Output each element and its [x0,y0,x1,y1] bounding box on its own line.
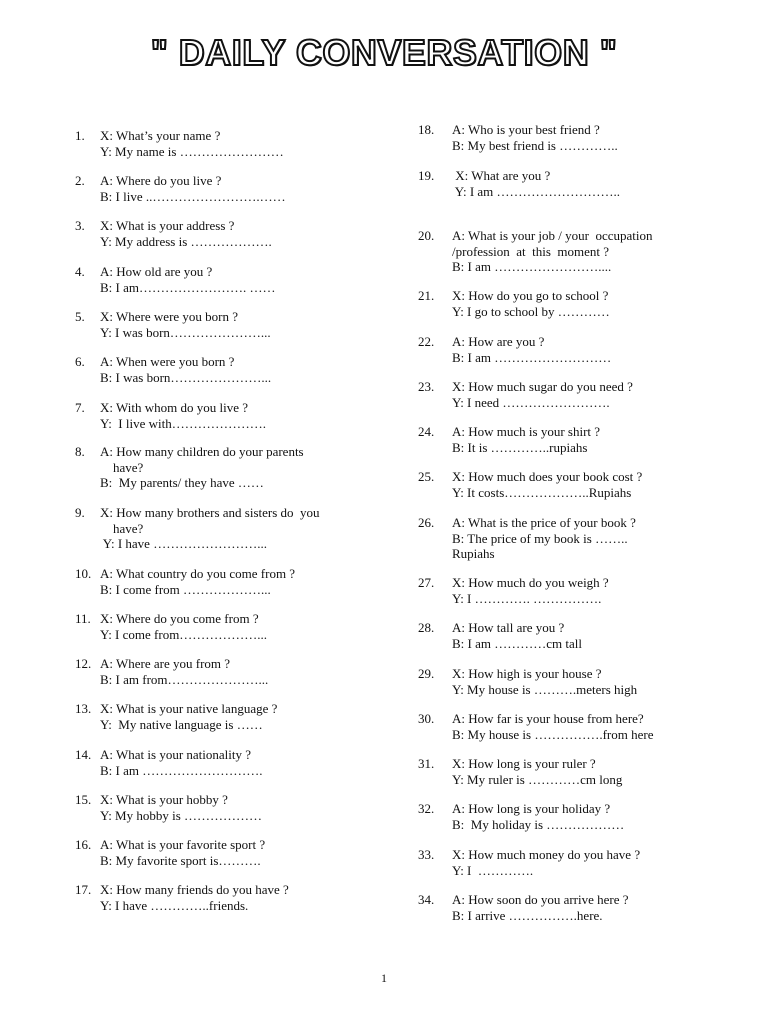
dialogue-lines [452,168,620,199]
dialogue-lines [452,424,600,455]
answer-line: Y: I was born…………………... [100,324,271,340]
item-number: 2. [75,173,85,188]
dialogue-lines [452,847,640,878]
answer-line: Y: My hobby is ……………… [100,807,263,823]
dialogue-lines [100,837,265,868]
question-line: A: Where do you live ? [100,173,222,188]
question-line: X: How much sugar do you need ? [452,379,633,394]
answer-line: B: My parents/ they have …… [100,475,264,490]
item-number: 9. [75,505,85,520]
question-line: X: How many brothers and sisters do you [100,505,320,520]
answer-line: B: It is …………..rupiahs [452,439,588,455]
item-number: 30. [418,711,435,726]
answer-line: Y: I go to school by ………… [452,303,610,319]
question-line: X: With whom do you live ? [100,400,249,415]
dialogue-lines [452,288,610,319]
item-number: 5. [75,309,85,324]
dialogue-lines [452,620,582,651]
dialogue-lines [452,711,653,742]
dialogue-lines [100,264,276,295]
question-line: A: What is your job / your occupation [452,228,653,243]
answer-line: Y: I …………. ……………. [452,590,602,606]
dialogue-lines [100,218,272,249]
answer-line: B: I am ……………………… [452,349,612,365]
item-number: 34. [418,892,435,907]
item-number: 22. [418,334,435,349]
dialogue-lines [100,400,266,431]
item-number: 31. [418,756,435,771]
item-number: 19. [418,168,435,183]
question-line: A: What is your nationality ? [100,747,252,762]
answer-line: B: My holiday is ……………… [452,816,625,832]
question-line: A: How many children do your parents [100,444,304,459]
answer-line: Y: It costs………………..Rupiahs [452,484,632,500]
item-number: 3. [75,218,85,233]
dialogue-lines [452,122,618,153]
question-line: X: What is your hobby ? [100,792,228,807]
question-line: X: Where were you born ? [100,309,239,324]
answer-line: Y: I need ……………………. [452,394,610,410]
dialogue-lines [452,575,609,606]
item-number: 25. [418,469,435,484]
item-number: 21. [418,288,435,303]
question-line: X: How many friends do you have ? [100,882,289,897]
dialogue-lines [452,515,636,562]
question-line: X: How high is your house ? [452,666,602,681]
item-number: 18. [418,122,435,137]
answer-line: B: I was born…………………... [100,369,272,385]
answer-line: Y: My address is ………………. [100,233,272,249]
answer-line: B: I live ..…………………….…… [100,188,286,204]
dialogue-lines [100,354,271,385]
answer-line: Y: My name is …………………… [100,143,284,159]
dialogue-lines [100,792,262,823]
dialogue-lines [452,756,622,787]
question-line: A: How tall are you ? [452,620,565,635]
answer-line: B: I am …………cm tall [452,635,582,651]
dialogue-lines [100,747,263,778]
item-number: 10. [75,566,92,581]
dialogue-lines [100,611,267,642]
question-line: A: How are you ? [452,334,545,349]
question-line: A: What is the price of your book ? [452,515,636,530]
item-number: 11. [75,611,91,626]
answer-line: B: I am ………………………. [100,762,263,778]
item-number: 14. [75,747,92,762]
dialogue-lines [100,656,268,687]
item-number: 13. [75,701,92,716]
question-line: X: How much money do you have ? [452,847,641,862]
item-number: 20. [418,228,435,243]
dialogue-lines [100,882,289,913]
item-number: 8. [75,444,85,459]
answer-line: /profession at this moment ? [452,243,610,259]
answer-line: Y: My ruler is …………cm long [452,771,623,787]
answer-line: B: I am …………………….... [452,259,612,274]
answer-line: B: My favorite sport is………. [100,852,261,868]
answer-line: Y: I have …………..friends. [100,897,249,913]
answer-line: have? [100,459,144,475]
question-line: X: How do you go to school ? [452,288,609,303]
item-number: 15. [75,792,92,807]
dialogue-lines [100,505,320,552]
item-number: 1. [75,128,85,143]
dialogue-lines [100,566,295,597]
item-number: 12. [75,656,92,671]
item-number: 4. [75,264,85,279]
item-number: 32. [418,801,435,816]
dialogue-lines [452,469,642,500]
question-line: X: What is your address ? [100,218,235,233]
answer-line: B: I am from…………………... [100,671,269,687]
dialogue-lines [452,801,624,832]
question-line: A: How old are you ? [100,264,213,279]
question-line: A: How far is your house from here? [452,711,644,726]
question-line: X: How much does your book cost ? [452,469,643,484]
dialogue-lines [100,444,304,491]
answer-line: Y: My native language is …… [100,716,263,732]
question-line: A: How long is your holiday ? [452,801,611,816]
answer-line: have? [100,520,144,536]
answer-line: B: My best friend is ………….. [452,137,618,153]
dialogue-lines [100,309,271,340]
item-number: 17. [75,882,92,897]
answer-line: Rupiahs [452,546,495,561]
dialogue-lines [100,173,286,204]
item-number: 28. [418,620,435,635]
item-number: 7. [75,400,85,415]
answer-line: Y: I live with…………………. [100,415,266,431]
dialogue-lines [452,228,653,275]
page-title: " DAILY CONVERSATION " [150,32,618,73]
question-line: A: Where are you from ? [100,656,231,671]
question-line: X: Where do you come from ? [100,611,259,626]
answer-line: B: I arrive …………….here. [452,907,603,923]
item-number: 27. [418,575,435,590]
question-line: A: What is your favorite sport ? [100,837,266,852]
dialogue-lines [100,128,284,159]
question-line: X: What are you ? [452,168,551,183]
question-line: X: How long is your ruler ? [452,756,596,771]
answer-line: Y: My house is ……….meters high [452,681,638,697]
item-number: 24. [418,424,435,439]
question-line: X: How much do you weigh ? [452,575,609,590]
question-line: A: How soon do you arrive here ? [452,892,629,907]
answer-line: B: I come from ………………... [100,581,271,597]
answer-line: Y: I …………. [452,862,534,878]
question-line: A: Who is your best friend ? [452,122,600,137]
dialogue-lines [100,701,277,732]
question-line: X: What’s your name ? [100,128,221,143]
question-line: A: What country do you come from ? [100,566,296,581]
item-number: 26. [418,515,435,530]
item-number: 6. [75,354,85,369]
dialogue-lines [452,334,611,365]
dialogue-lines [452,379,633,410]
item-number: 23. [418,379,435,394]
item-number: 29. [418,666,435,681]
answer-line: B: My house is …………….from here [452,726,654,742]
dialogue-lines [452,666,637,697]
question-line: X: What is your native language ? [100,701,278,716]
answer-line: Y: I come from………………... [100,626,268,642]
answer-line: B: The price of my book is …….. [452,530,628,546]
answer-line: Y: I have ……………………... [100,536,267,551]
page-number: 1 [381,971,387,985]
answer-line: Y: I am ……………………….. [452,183,621,199]
item-number: 16. [75,837,92,852]
item-number: 33. [418,847,435,862]
answer-line: B: I am……………………. …… [100,279,276,295]
question-line: A: When were you born ? [100,354,235,369]
question-line: A: How much is your shirt ? [452,424,601,439]
dialogue-lines [452,892,629,923]
